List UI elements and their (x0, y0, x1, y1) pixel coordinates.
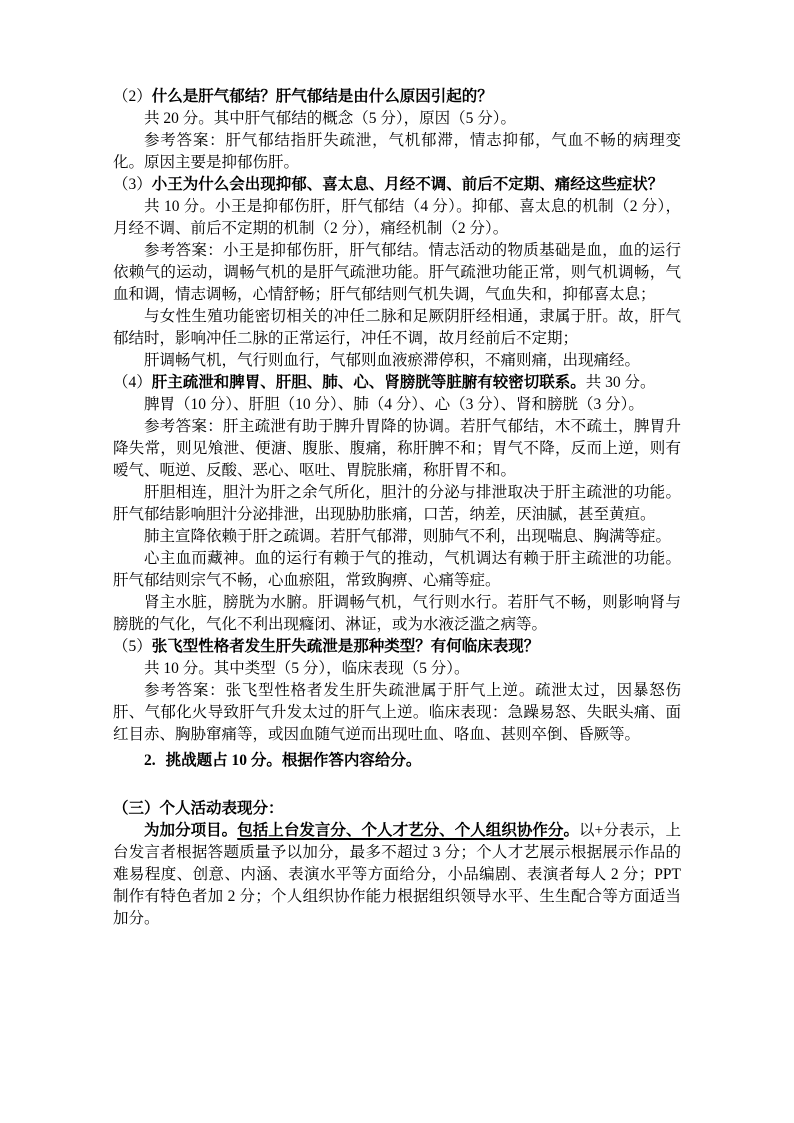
question-3-title: 小王为什么会出现抑郁、喜太息、月经不调、前后不定期、痛经这些症状？ (151, 176, 664, 193)
question-4-title: 肝主疏泄和脾胃、肝胆、肺、心、肾膀胱等脏腑有较密切联系。 (151, 374, 586, 391)
question-5-scoring: 共 10 分。其中类型（5 分），临床表现（5 分）。 (144, 660, 470, 677)
section-3-heading-text: （三）个人活动表现分： (113, 800, 284, 817)
section-3-lead-bold: 为加分项目。 (144, 822, 238, 839)
question-4-total-score: 共 30 分。 (585, 374, 656, 391)
question-5-heading (113, 636, 681, 658)
question-2-heading (113, 86, 681, 108)
question-5-title: 张飞型性格者发生肝失疏泄是那种类型？有何临床表现？ (151, 638, 540, 655)
section-3-body-text: 以+分表示，上台发言者根据答题质量予以加分，最多不超过 3 分；个人才艺展示根据展示作品的难易程度、创意、内涵、表演水平等方面给分，小品编剧、表演者每人 2 分；PPT 制作有特色者加 2 分；个人组织协作能力根据组织领导水平、生生配合等方面适当加分。 (113, 822, 681, 927)
document-text-block (113, 86, 681, 930)
blank-line (113, 776, 681, 798)
question-3-answer-emotion: 参考答案：小王是抑郁伤肝，肝气郁结。情志活动的物质基础是血，血的运行依赖气的运动，调畅气机的是肝气疏泄功能。肝气疏泄功能正常，则气机调畅，气血和调，情志调畅，心情舒畅；肝气郁结则气机失调，气血失和，抑郁喜太息； (113, 242, 681, 303)
question-5-answer: 参考答案：张飞型性格者发生肝失疏泄属于肝气上逆。疏泄太过，因暴怒伤肝、气郁化火导致肝气升发太过的肝气上逆。临床表现：急躁易怒、失眠头痛、面红目赤、胸胁窜痛等，或因血随气逆而出现吐血、咯血、甚则卒倒、昏厥等。 (113, 682, 681, 743)
challenge-item-text: 挑战题占 10 分。根据作答内容给分。 (165, 752, 422, 769)
question-5-number: （5） (113, 638, 152, 655)
question-4-answer-gallbladder: 肝胆相连，胆汁为肝之余气所化，胆汁的分泌与排泄取决于肝主疏泄的功能。肝气郁结影响胆汁分泌排泄，出现胁肋胀痛，口苦，纳差，厌油腻，甚至黄疸。 (113, 484, 681, 523)
question-4-heading (113, 372, 681, 394)
section-3-description (113, 820, 681, 930)
question-2-title: 什么是肝气郁结？肝气郁结是由什么原因引起的？ (151, 88, 493, 105)
question-3-answer-pain: 肝调畅气机，气行则血行，气郁则血液瘀滞停积，不痛则痛，出现痛经。 (144, 352, 641, 369)
question-4-answer-lung: 肺主宣降依赖于肝之疏调。若肝气郁滞，则肺气不利，出现喘息、胸满等症。 (144, 528, 672, 545)
section-3-lead-period: 。 (563, 822, 580, 839)
question-2-number: （2） (113, 88, 152, 105)
question-3-answer-menstrual: 与女性生殖功能密切相关的冲任二脉和足厥阴肝经相通，隶属于肝。故，肝气郁结时，影响冲任二脉的正常运行，冲任不调，故月经前后不定期； (113, 308, 681, 347)
question-2-scoring: 共 20 分。其中肝气郁结的概念（5 分），原因（5 分）。 (144, 110, 517, 127)
question-4-number: （4） (113, 374, 152, 391)
question-4-answer-spleen-stomach: 参考答案：肝主疏泄有助于脾升胃降的协调。若肝气郁结，木不疏土，脾胃升降失常，则见飧泄、便溏、腹胀、腹痛，称肝脾不和；胃气不降，反而上逆，则有嗳气、呃逆、反酸、恶心、呕吐、胃脘胀痛，称肝胃不和。 (113, 418, 681, 479)
question-3-heading (113, 174, 681, 196)
challenge-item-number: 2. (144, 752, 156, 769)
question-3-number: （3） (113, 176, 152, 193)
question-4-answer-heart: 心主血而藏神。血的运行有赖于气的推动，气机调达有赖于肝主疏泄的功能。肝气郁结则宗气不畅，心血瘀阻，常致胸痹、心痛等症。 (113, 550, 681, 589)
section-3-heading (113, 798, 681, 820)
challenge-item (113, 750, 681, 772)
question-4-answer-kidney: 肾主水脏，膀胱为水腑。肝调畅气机，气行则水行。若肝气不畅，则影响肾与膀胱的气化，气化不利出现癃闭、淋证，或为水液泛滥之病等。 (113, 594, 681, 633)
question-3-scoring: 共 10 分。小王是抑郁伤肝，肝气郁结（4 分）。抑郁、喜太息的机制（2 分），月经不调、前后不定期的机制（2 分），痛经机制（2 分）。 (113, 198, 681, 237)
question-4-scoring: 脾胃（10 分）、肝胆（10 分）、肺（4 分）、心（3 分）、肾和膀胱（3 分）。 (144, 396, 644, 413)
question-2-answer: 参考答案：肝气郁结指肝失疏泄，气机郁滞，情志抑郁，气血不畅的病理变化。原因主要是抑郁伤肝。 (113, 132, 681, 171)
section-3-lead-underlined: 包括上台发言分、个人才艺分、个人组织协作分 (237, 822, 564, 839)
